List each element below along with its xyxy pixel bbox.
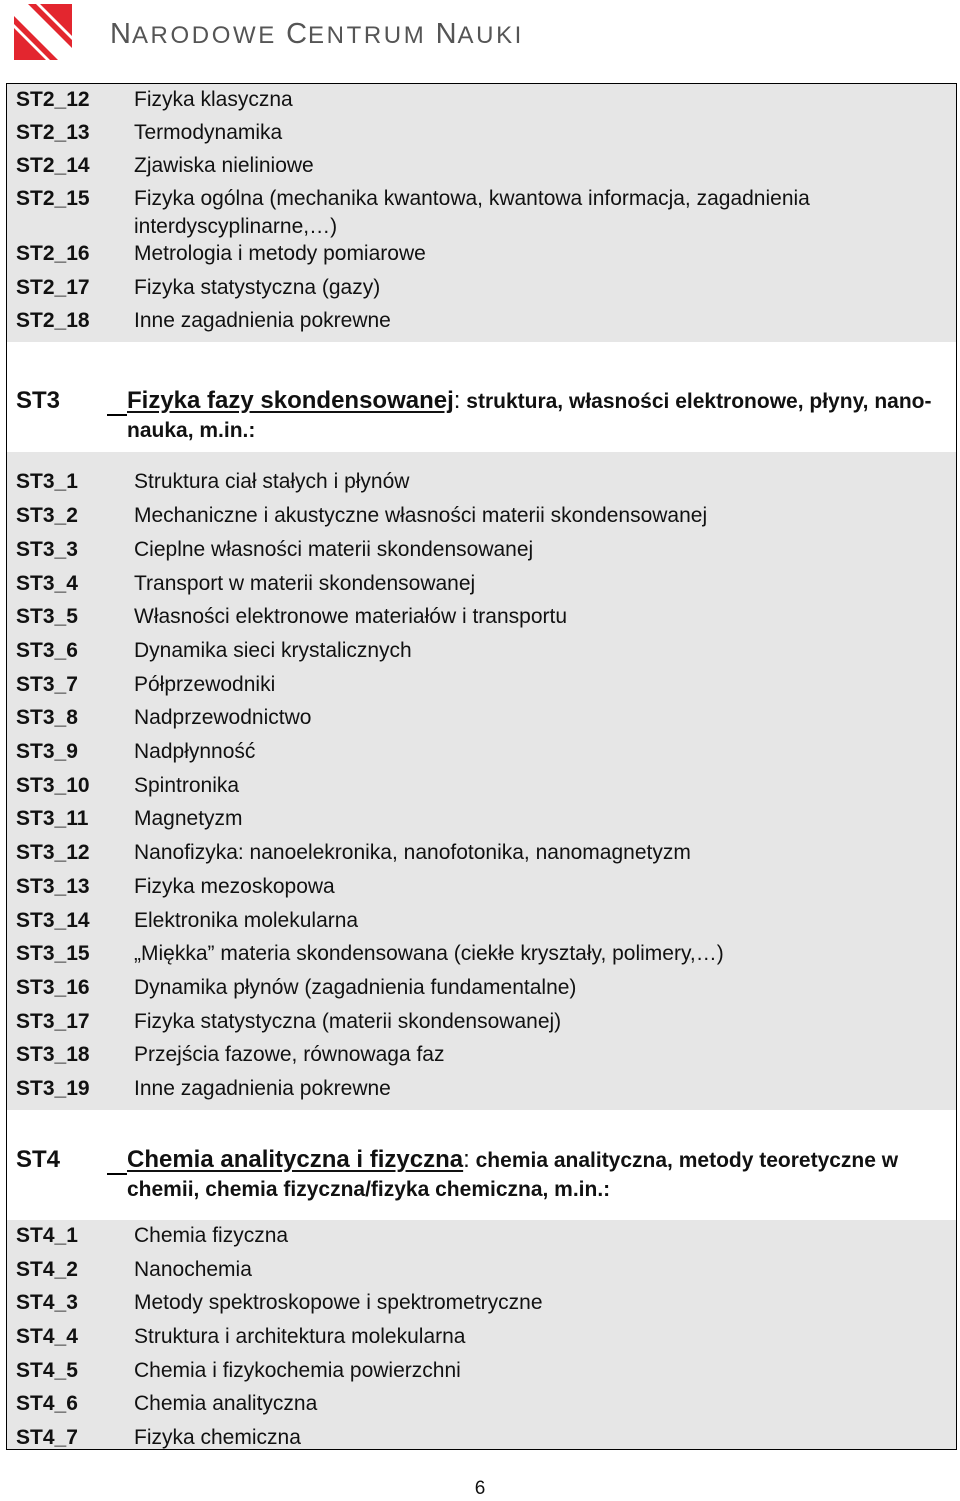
row-desc: Struktura i architektura molekularna [134, 1325, 466, 1348]
row-code: ST3_9 [16, 740, 78, 763]
table-row [7, 601, 956, 633]
row-desc: Chemia fizyczna [134, 1224, 289, 1247]
table-row [7, 1287, 956, 1319]
section-header-st3 [7, 342, 956, 452]
row-code: ST3_10 [16, 774, 90, 797]
row-code: ST2_13 [16, 121, 90, 144]
row-desc: Mechaniczne i akustyczne własności materii skondensowanej [134, 504, 708, 527]
row-desc: „Miękka” materia skondensowana (ciekłe kryształy, polimery,…) [134, 942, 724, 965]
table-row [7, 736, 956, 768]
table-row [7, 635, 956, 667]
row-code: ST3_12 [16, 841, 90, 864]
row-code: ST3_8 [16, 706, 78, 729]
table-row [7, 466, 956, 498]
row-code: ST4_2 [16, 1258, 78, 1281]
table-row [7, 1254, 956, 1286]
table-row [7, 972, 956, 1004]
row-code: ST2_12 [16, 88, 90, 111]
row-code: ST2_15 [16, 187, 90, 210]
table-row [7, 117, 956, 149]
row-code: ST3_16 [16, 976, 90, 999]
table-row [7, 1006, 956, 1038]
row-desc: Przejścia fazowe, równowaga faz [134, 1043, 445, 1066]
table-row [7, 803, 956, 835]
row-code: ST4_5 [16, 1359, 78, 1382]
row-desc: Nanofizyka: nanoelekronika, nanofotonika, nanomagnetyzm [134, 841, 691, 864]
section-header-st4 [7, 1110, 956, 1220]
row-code: ST4_7 [16, 1426, 78, 1449]
table-row [7, 1321, 956, 1353]
row-code: ST3_17 [16, 1010, 90, 1033]
row-desc: Dynamika płynów (zagadnienia fundamentalne) [134, 976, 577, 999]
row-desc: Struktura ciał stałych i płynów [134, 470, 410, 493]
row-code: ST2_16 [16, 242, 90, 265]
row-code: ST3_14 [16, 909, 90, 932]
row-desc: Spintronika [134, 774, 240, 797]
row-code: ST4_1 [16, 1224, 78, 1247]
table-row [7, 1388, 956, 1420]
section-code: ST4 [16, 1146, 61, 1173]
row-desc: Metrologia i metody pomiarowe [134, 242, 426, 265]
row-code: ST3_15 [16, 942, 90, 965]
table-row [7, 1355, 956, 1387]
section-code: ST3 [16, 387, 61, 414]
row-desc: Fizyka statystyczna (materii skondensowanej) [134, 1010, 562, 1033]
row-desc: Zjawiska nieliniowe [134, 154, 314, 177]
table-row [7, 770, 956, 802]
section-underline [107, 1173, 127, 1175]
table-row [7, 1220, 956, 1252]
table-row [7, 238, 956, 270]
row-desc: Nadpłynność [134, 740, 256, 763]
section-title-rest: chemia analityczna, metody teoretyczne w chemii, chemia fizyczna/fizyka chemiczna, m.in.: [127, 1149, 899, 1201]
row-desc: Termodynamika [134, 121, 283, 144]
section-underline [107, 414, 127, 416]
row-desc: Inne zagadnienia pokrewne [134, 1077, 391, 1100]
section-title-main: Fizyka fazy skondensowanej [127, 387, 454, 414]
row-code: ST4_3 [16, 1291, 78, 1314]
row-code: ST2_14 [16, 154, 90, 177]
table-row [7, 669, 956, 701]
row-desc: Nadprzewodnictwo [134, 706, 312, 729]
row-desc: Fizyka klasyczna [134, 88, 293, 111]
table-row [7, 183, 956, 239]
row-desc: Fizyka mezoskopowa [134, 875, 335, 898]
table-row [7, 150, 956, 182]
row-desc: Elektronika molekularna [134, 909, 359, 932]
section-title-main: Chemia analityczna i fizyczna [127, 1146, 464, 1173]
row-code: ST3_4 [16, 572, 78, 595]
row-desc: Dynamika sieci krystalicznych [134, 639, 412, 662]
section-title: Fizyka fazy skondensowanej: struktura, własności elektronowe, płyny, nano-nauka, m.in.: [127, 387, 932, 442]
row-code: ST3_3 [16, 538, 78, 561]
row-desc: Metody spektroskopowe i spektrometryczne [134, 1291, 543, 1314]
section-title-rest: struktura, własności elektronowe, płyny, nano-nauka, m.in.: [127, 390, 932, 442]
row-code: ST3_7 [16, 673, 78, 696]
table-row [7, 84, 956, 116]
discipline-table [6, 83, 957, 1450]
row-desc: Fizyka chemiczna [134, 1426, 301, 1449]
page-header [14, 4, 954, 60]
row-desc: Nanochemia [134, 1258, 252, 1281]
section-title: Chemia analityczna i fizyczna: chemia analityczna, metody teoretyczne w chemii, chemia fizyczna/fizyka chemiczna, m.in.: [127, 1146, 899, 1201]
row-code: ST3_13 [16, 875, 90, 898]
table-row [7, 1073, 956, 1105]
page-number: 6 [474, 1478, 486, 1499]
row-desc: Inne zagadnienia pokrewne [134, 309, 391, 332]
row-code: ST2_18 [16, 309, 90, 332]
ncn-logo-icon [14, 4, 72, 60]
row-code: ST3_5 [16, 605, 78, 628]
table-row [7, 500, 956, 532]
table-row [7, 837, 956, 869]
row-desc: Własności elektronowe materiałów i transportu [134, 605, 568, 628]
brand-name: NARODOWE CENTRUM NAUKI [110, 18, 524, 50]
row-code: ST3_11 [16, 807, 89, 830]
table-row [7, 534, 956, 566]
row-code: ST4_4 [16, 1325, 78, 1348]
row-desc: Półprzewodniki [134, 673, 276, 696]
table-row [7, 272, 956, 304]
table-row [7, 305, 956, 337]
row-desc: Chemia i fizykochemia powierzchni [134, 1359, 461, 1382]
table-row [7, 568, 956, 600]
row-desc: Transport w materii skondensowanej [134, 572, 476, 595]
table-row [7, 938, 956, 970]
row-desc: Fizyka ogólna (mechanika kwantowa, kwantowa informacja, zagadnienia interdyscyplinarne,…) [134, 187, 810, 238]
row-desc: Fizyka statystyczna (gazy) [134, 276, 381, 299]
table-row [7, 702, 956, 734]
row-desc: Magnetyzm [134, 807, 243, 830]
row-desc: Chemia analityczna [134, 1392, 318, 1415]
table-row [7, 1422, 956, 1454]
table-row [7, 1039, 956, 1071]
row-code: ST3_2 [16, 504, 78, 527]
table-row [7, 871, 956, 903]
row-desc: Cieplne własności materii skondensowanej [134, 538, 534, 561]
row-code: ST3_6 [16, 639, 78, 662]
row-code: ST3_19 [16, 1077, 90, 1100]
row-code: ST3_18 [16, 1043, 90, 1066]
table-row [7, 905, 956, 937]
row-code: ST2_17 [16, 276, 90, 299]
row-code: ST3_1 [16, 470, 78, 493]
row-code: ST4_6 [16, 1392, 78, 1415]
